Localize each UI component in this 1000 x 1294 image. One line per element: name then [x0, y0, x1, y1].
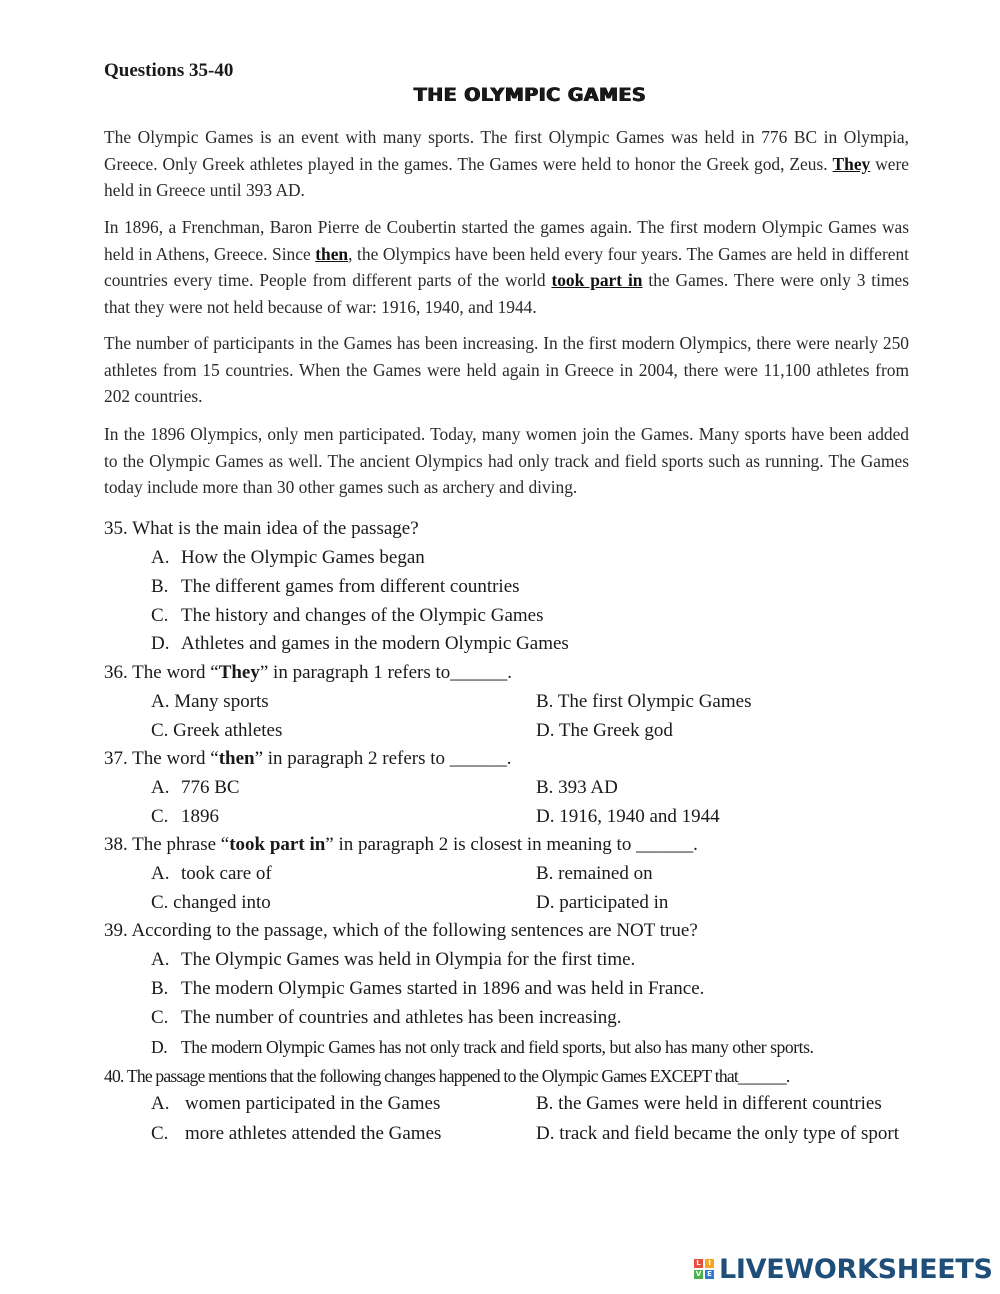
underlined-word-then: then — [315, 243, 349, 264]
q35-option-b[interactable]: B. The different games from different countries — [151, 576, 520, 597]
section-heading: Questions 35-40 — [104, 60, 234, 81]
question-39: 39. According to the passage, which of the following sentences are NOT true? — [104, 920, 698, 941]
q38-option-c[interactable]: C. changed into — [151, 892, 271, 913]
q40-option-a[interactable]: A. women participated in the Games — [151, 1093, 441, 1114]
logo-letter-icon: I — [705, 1259, 714, 1268]
passage-paragraph-1: The Olympic Games is an event with many sports. The first Olympic Games was held in 776 BC in Olympia, Greece. Only Greek athletes played in the games. The Games were held to honor the Greek god, Zeus. They were held in Greece until 393 AD. — [104, 127, 909, 200]
underlined-word-they: They — [832, 153, 871, 174]
passage-paragraph-3: The number of participants in the Games has been increasing. In the first modern Olympics, there were nearly 250 athletes from 15 countries. When the Games were held again in Greece in 2004, there were 11,100 athletes from 202 countries. — [104, 333, 909, 406]
q37-option-b[interactable]: B. 393 AD — [536, 777, 618, 798]
q38-option-b[interactable]: B. remained on — [536, 863, 653, 884]
q37-option-a[interactable]: A. 776 BC — [151, 777, 240, 798]
question-38: 38. The phrase “took part in” in paragraph 2 is closest in meaning to ______. — [104, 834, 698, 855]
q38-option-d[interactable]: D. participated in — [536, 892, 669, 913]
q35-option-a[interactable]: A. How the Olympic Games began — [151, 547, 425, 568]
q36-option-d[interactable]: D. The Greek god — [536, 720, 673, 741]
q37-option-c[interactable]: C. 1896 — [151, 806, 219, 827]
q35-option-d[interactable]: D. Athletes and games in the modern Olympic Games — [151, 633, 569, 654]
q40-option-d[interactable]: D. track and field became the only type of sport — [536, 1123, 899, 1144]
logo-letter-icon: L — [694, 1259, 703, 1268]
question-40: 40. The passage mentions that the following changes happened to the Olympic Games EXCEPT that______. — [104, 1066, 790, 1086]
logo-letter-icon: V — [695, 1270, 702, 1278]
q40-option-b[interactable]: B. the Games were held in different countries — [536, 1093, 882, 1114]
logo-letter-icon: E — [705, 1270, 714, 1279]
question-37: 37. The word “then” in paragraph 2 refers to ______. — [104, 748, 512, 769]
logo-grid-icon — [694, 1259, 714, 1279]
passage-title: THE OLYMPIC GAMES — [413, 84, 647, 106]
q36-option-c[interactable]: C. Greek athletes — [151, 720, 283, 741]
q39-option-a[interactable]: A. The Olympic Games was held in Olympia for the first time. — [151, 949, 636, 970]
passage-paragraph-2: In 1896, a Frenchman, Baron Pierre de Coubertin started the games again. The first modern Olympic Games was held in Athens, Greece. Since then, the Olympics have been held every four years. The Games are held in different countries every time. People from different parts of the world took part in the Games. There were only 3 times that they were not held because of war: 1916, 1940, and 1944. — [104, 217, 909, 317]
question-36: 36. The word “They” in paragraph 1 refers to______. — [104, 662, 513, 683]
q39-option-c[interactable]: C. The number of countries and athletes has been increasing. — [151, 1007, 622, 1028]
q39-option-d[interactable]: D. The modern Olympic Games has not only track and field sports, but also has many other sports. — [151, 1037, 814, 1057]
passage-paragraph-4: In the 1896 Olympics, only men participated. Today, many women join the Games. Many sports have been added to the Olympic Games as well. The ancient Olympics had only track and field sports such as running. The Games today include more than 30 other games such as archery and diving. — [104, 424, 909, 497]
q39-option-b[interactable]: B. The modern Olympic Games started in 1896 and was held in France. — [151, 978, 705, 999]
q37-option-d[interactable]: D. 1916, 1940 and 1944 — [536, 806, 720, 827]
q36-option-a[interactable]: A. Many sports — [151, 691, 269, 712]
brand-name: LIVEWORKSHEETS — [719, 1253, 993, 1285]
q40-option-c[interactable]: C. more athletes attended the Games — [151, 1123, 442, 1144]
liveworksheets-logo[interactable] — [694, 1254, 993, 1284]
q35-option-c[interactable]: C. The history and changes of the Olympic Games — [151, 605, 544, 626]
q36-option-b[interactable]: B. The first Olympic Games — [536, 691, 752, 712]
question-35: 35. What is the main idea of the passage? — [104, 518, 419, 539]
q38-option-a[interactable]: A. took care of — [151, 863, 272, 884]
underlined-phrase-took-part-in: took part in — [551, 270, 643, 290]
